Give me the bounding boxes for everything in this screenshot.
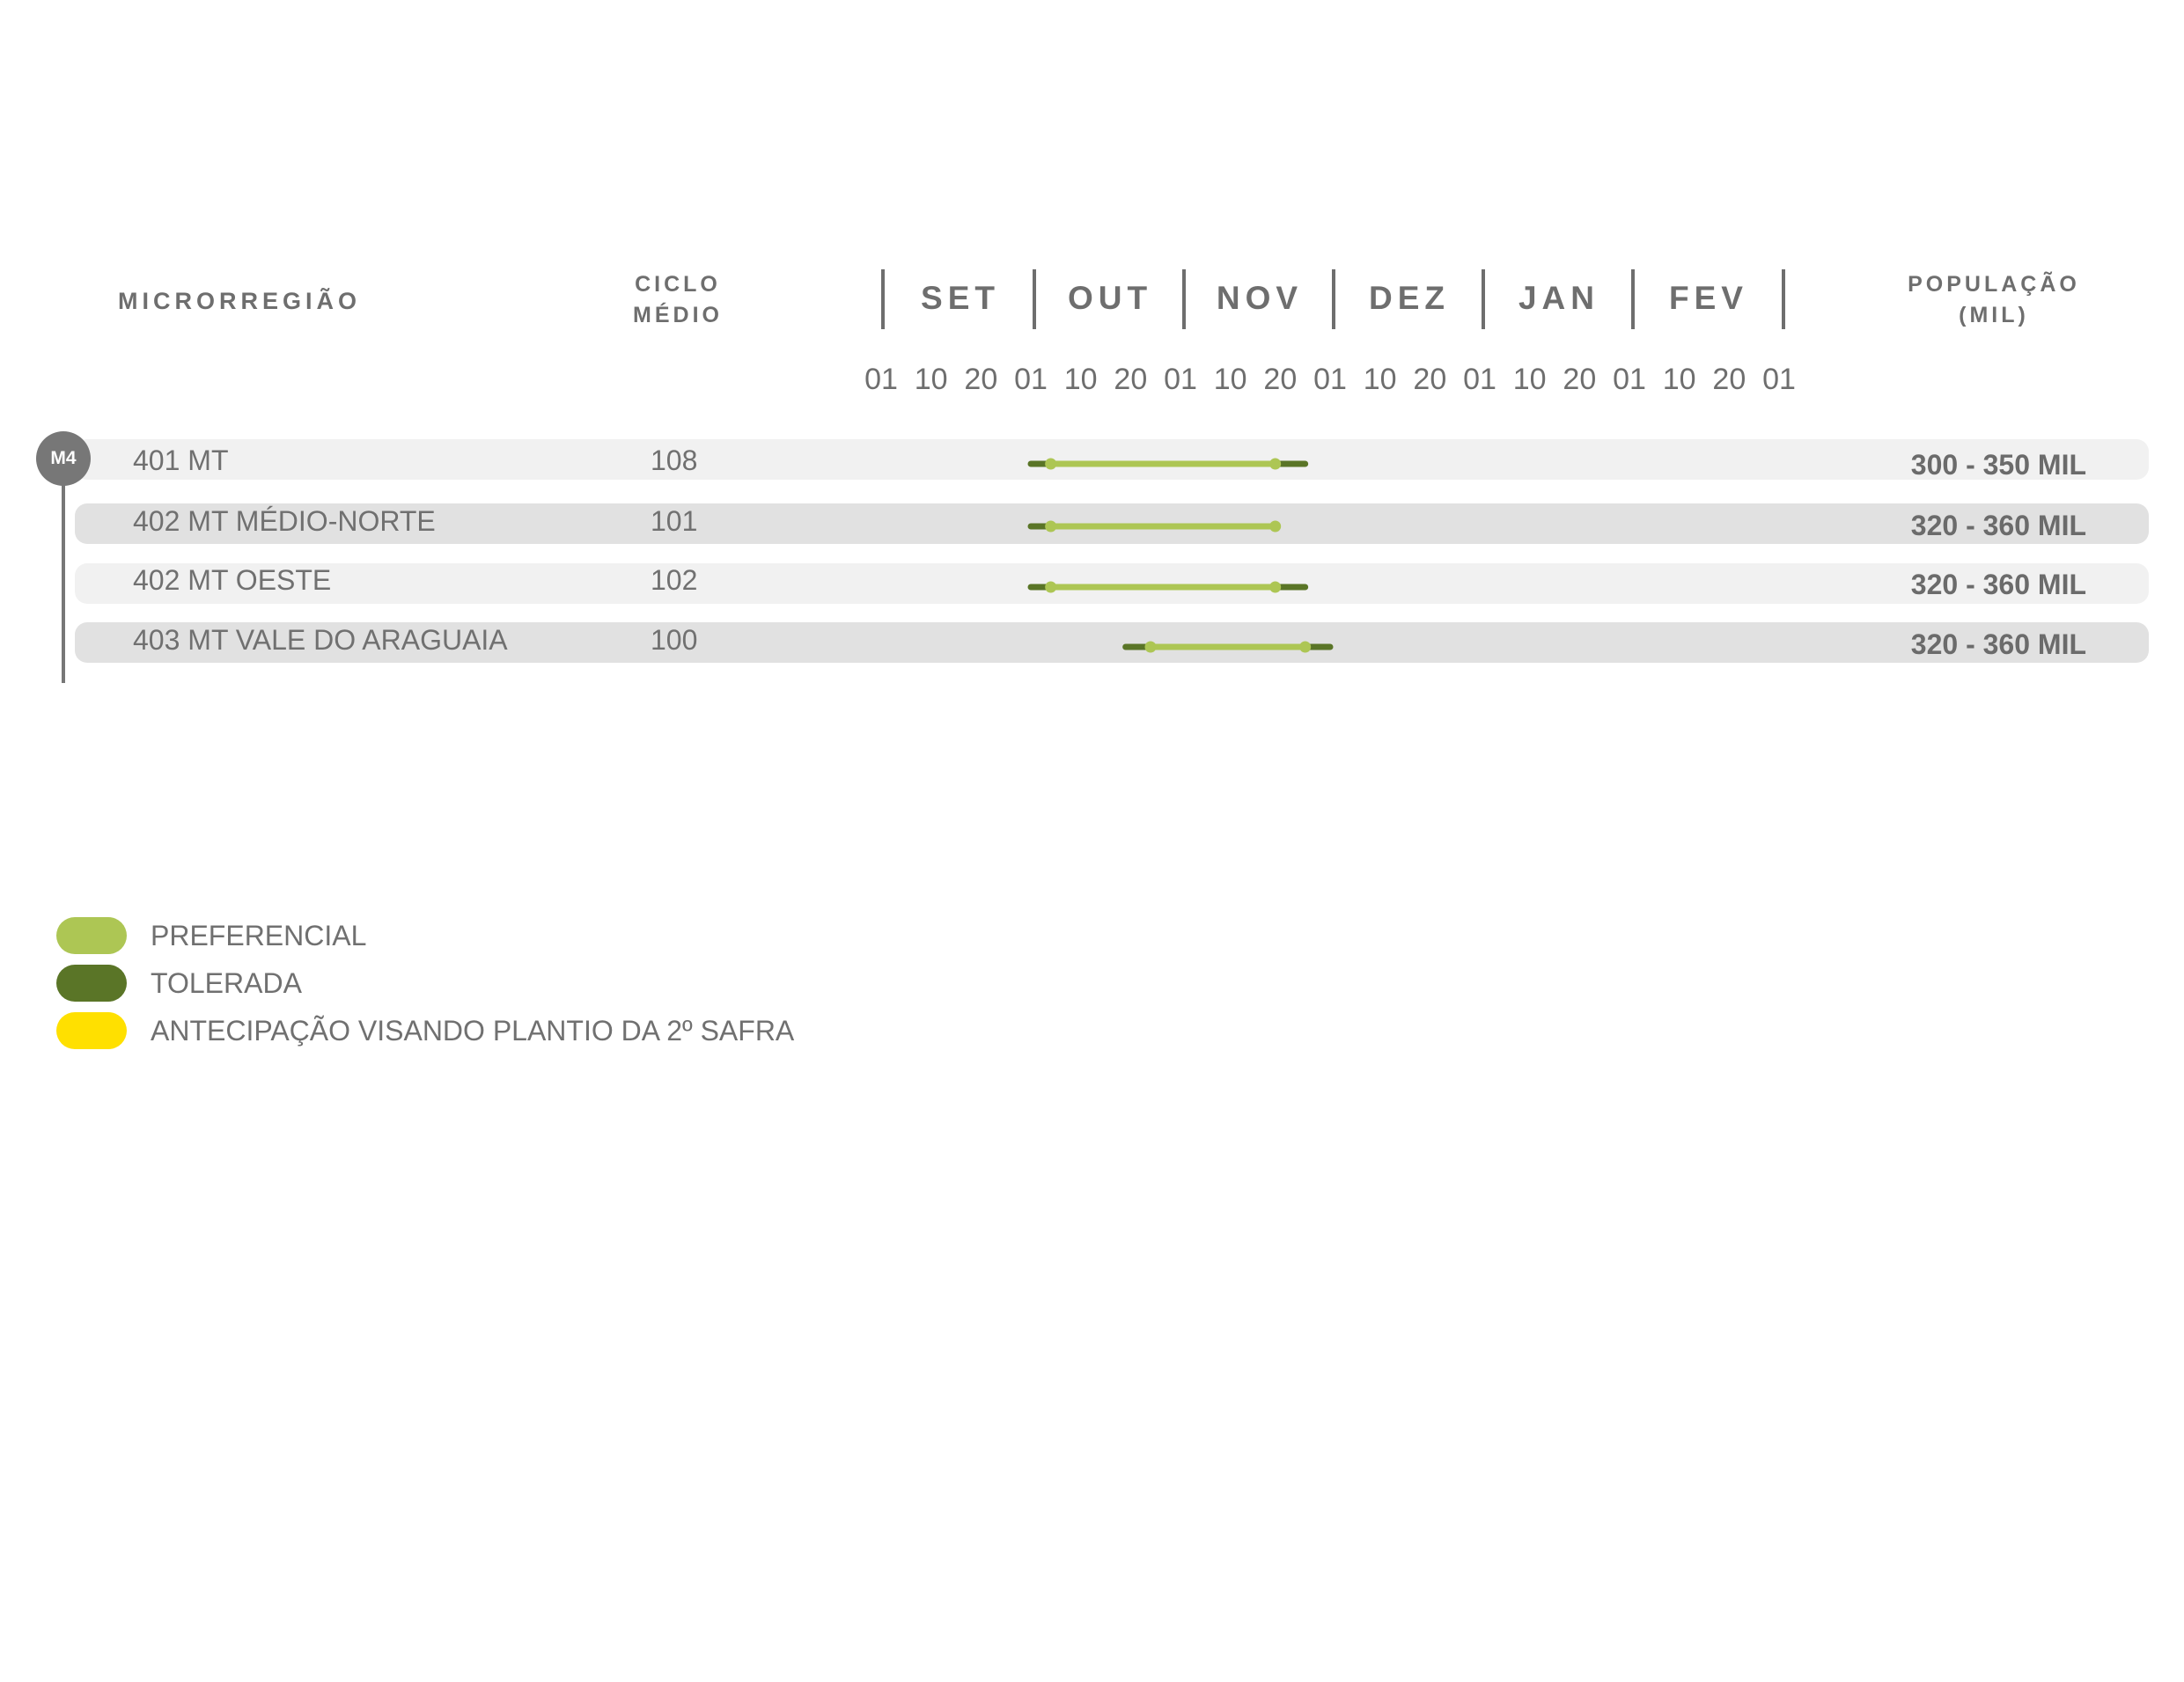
legend-label: ANTECIPAÇÃO VISANDO PLANTIO DA 2º SAFRA [151,1015,795,1047]
header-populacao-line2: (MIL) [1959,303,2029,327]
row-populacao: 320 - 360 MIL [1910,510,2086,541]
preferencial-endpoint [1145,642,1157,653]
tick-label: 01 [1762,363,1796,396]
row-ciclo: 100 [651,624,698,656]
legend-swatch [56,1012,127,1049]
tick-label: 20 [1114,363,1148,396]
preferencial-endpoint [1269,459,1281,470]
tick-label: 01 [1463,363,1496,396]
preferencial-endpoint [1045,459,1056,470]
row-microrregiao: 403 MT VALE DO ARAGUAIA [133,624,508,656]
legend-label: PREFERENCIAL [151,920,367,951]
tick-label: 20 [1712,363,1746,396]
header-populacao-line1: POPULAÇÃO [1908,272,2080,297]
tick-label: 10 [1063,363,1098,396]
tick-label: 01 [1313,363,1347,396]
tick-label: 10 [914,363,948,396]
preferencial-endpoint [1045,521,1056,533]
preferencial-endpoint [1269,582,1281,593]
legend-swatch [56,917,127,954]
month-label: FEV [1669,280,1748,316]
row-populacao: 320 - 360 MIL [1910,569,2086,600]
tick-label: 01 [864,363,898,396]
month-label: NOV [1216,280,1304,316]
month-label: DEZ [1369,280,1450,316]
tick-label: 10 [1363,363,1397,396]
macroregion-badge: M4 [36,431,91,486]
tick-label: 20 [1413,363,1447,396]
month-label: JAN [1518,280,1600,316]
tick-label: 20 [1263,363,1298,396]
preferencial-endpoint [1045,582,1056,593]
row-microrregiao: 402 MT OESTE [133,564,332,596]
row-microrregiao: 402 MT MÉDIO-NORTE [133,505,436,537]
row-populacao: 320 - 360 MIL [1910,628,2086,660]
row-populacao: 300 - 350 MIL [1910,449,2086,481]
header-microrregiao: MICRORREGIÃO [118,288,361,314]
month-label: SET [921,280,1000,316]
row-ciclo: 108 [651,444,698,476]
preferencial-endpoint [1299,642,1311,653]
header-ciclo-line1: CICLO [635,272,721,297]
month-label: OUT [1067,280,1153,316]
header-ciclo-line2: MÉDIO [633,303,723,327]
tick-label: 01 [1164,363,1197,396]
row-microrregiao: 401 MT [133,444,229,476]
tick-label: 01 [1613,363,1646,396]
tick-label: 01 [1014,363,1048,396]
legend-swatch [56,965,127,1002]
tick-label: 10 [1662,363,1696,396]
tick-label: 20 [1563,363,1597,396]
preferencial-endpoint [1269,521,1281,533]
tick-label: 20 [964,363,998,396]
tick-label: 10 [1213,363,1247,396]
legend-label: TOLERADA [151,967,302,999]
row-ciclo: 102 [651,564,698,596]
tick-label: 10 [1512,363,1547,396]
row-ciclo: 101 [651,505,698,537]
